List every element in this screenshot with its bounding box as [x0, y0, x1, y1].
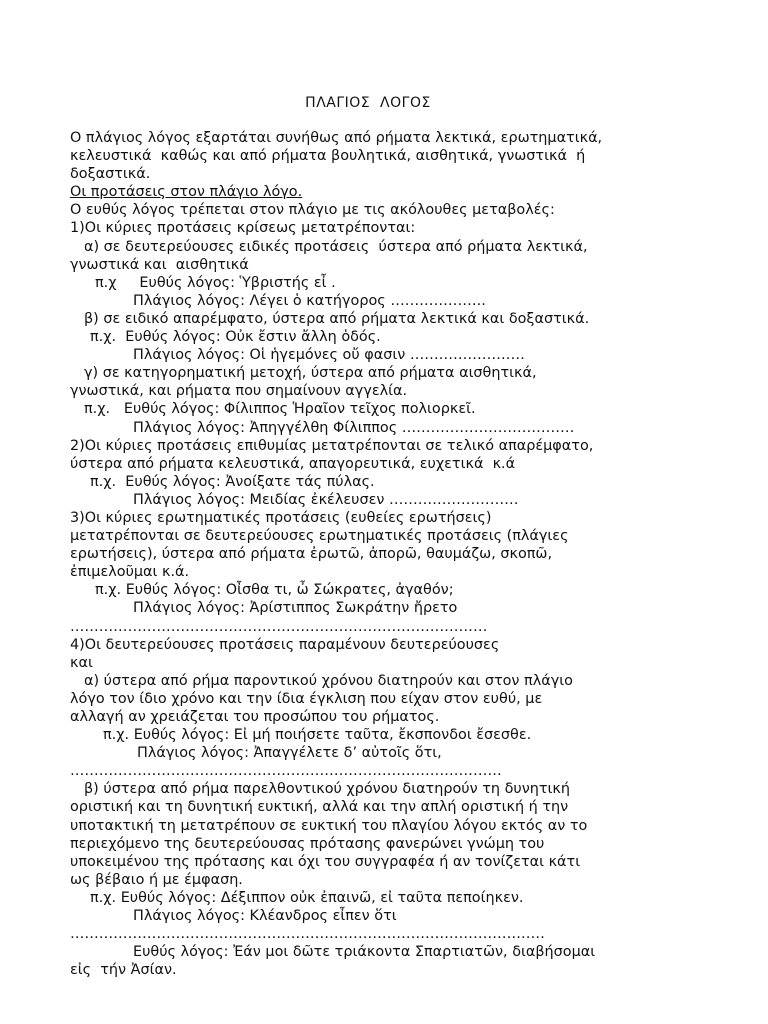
example-direct: Ευθύς λόγος: Ἐάν μοι δῶτε τριάκοντα Σπαρτιατῶν, διαβήσομαι — [133, 944, 596, 961]
text-line: κελευστικά καθώς και από ρήματα βουλητικά, αισθητικά, γνωστικά ή — [70, 148, 586, 165]
example-indirect: Πλάγιος λόγος: Μειδίας ἐκέλευσεν ……………………… — [133, 491, 519, 508]
text-line: υποκειμένου της πρότασης και όχι του συγγραφέα ή αν τονίζεται κάτι — [70, 853, 581, 870]
text-line: Ο πλάγιος λόγος εξαρτάται συνήθως από ρήματα λεκτικά, ερωτηματικά, — [70, 130, 603, 146]
text-line: ερωτήσεις), ύστερα από ρήματα ἐρωτῶ, ἀπορῶ, θαυμάζω, σκοπῶ, — [70, 546, 553, 563]
text-line: και — [70, 654, 93, 671]
text-line: α) σε δευτερεύουσες ειδικές προτάσεις ύστερα από ρήματα λεκτικά, — [84, 238, 588, 255]
text-line: περιεχόμενο της δευτερεύουσας πρότασης φανερώνει γνώμη του — [70, 835, 545, 852]
dotted-blank: ……………………………………………………………………………………… — [70, 926, 545, 943]
text-line: ύστερα από ρήματα κελευστικά, απαγορευτικά, ευχετικά κ.ά — [70, 455, 516, 472]
dotted-blank: …………………………………………………………………………… — [70, 618, 488, 635]
text-line: β) σε ειδικό απαρέμφατο, ύστερα από ρήματα λεκτικά και δοξαστικά. — [84, 310, 590, 327]
text-line: υποτακτική τη μετατρέπουν σε ευκτική του πλαγίου λόγου εκτός αν το — [70, 817, 588, 834]
example-indirect: Πλάγιος λόγος: Κλέανδρος εἶπεν ὅτι — [133, 908, 397, 925]
example-direct: π.χ. Ευθύς λόγος: Εἰ μή ποιήσετε ταῦτα, ἔκσπονδοι ἔσεσθε. — [103, 727, 532, 744]
text-line: γνωστικά, και ρήματα που σημαίνουν αγγελία. — [70, 383, 408, 400]
document-body — [70, 129, 760, 979]
example-indirect: Πλάγιος λόγος: Οἱ ἡγεμόνες οὔ φασιν …………………… — [133, 347, 525, 364]
example-indirect: Πλάγιος λόγος: Λέγει ὁ κατήγορος ……………….. — [133, 292, 486, 309]
text-line: β) ύστερα από ρήμα παρελθοντικού χρόνου διατηρούν τη δυνητική — [84, 781, 571, 798]
section-heading: Οι προτάσεις στον πλάγιο λόγο. — [70, 184, 303, 201]
example-direct: π.χ Ευθύς λόγος: Ὑβριστής εἶ . — [95, 274, 336, 291]
rule-heading: 4)Οι δευτερεύουσες προτάσεις παραμένουν δευτερεύουσες — [70, 636, 500, 653]
text-line: αλλαγή αν χρειάζεται του προσώπου του ρήματος. — [70, 709, 440, 725]
text-line: ως βέβαιο ή με έμφαση. — [70, 871, 243, 888]
dotted-blank: ……………………………………………………………………………… — [70, 763, 502, 780]
rule-heading: 2)Οι κύριες προτάσεις επιθυμίας μετατρέπονται σε τελικό απαρέμφατο, — [70, 437, 594, 454]
example-direct: π.χ. Ευθύς λόγος: Φίλιππος Ἡραῖον τεῖχος πολιορκεῖ. — [84, 401, 476, 418]
text-line: α) ύστερα από ρήμα παροντικού χρόνου διατηρούν και στον πλάγιο — [84, 672, 573, 689]
example-direct: π.χ. Ευθύς λόγος: Ἀνοίξατε τάς πύλας. — [90, 473, 375, 490]
text-line: εἰς τήν Ἀσίαν. — [70, 962, 177, 979]
example-indirect: Πλάγιος λόγος: Ἀπαγγέλετε δ’ αὐτοῖς ὅτι, — [137, 745, 442, 762]
text-line: δοξαστικά. — [70, 166, 151, 183]
text-line: οριστική και τη δυνητική ευκτική, αλλά και την απλή οριστική ή την — [70, 799, 569, 816]
example-direct: π.χ. Ευθύς λόγος: Οὐκ ἔστιν ἄλλη ὁδός. — [90, 329, 381, 346]
example-indirect: Πλάγιος λόγος: Ἀρίστιππος Σωκράτην ἤρετο — [133, 600, 458, 617]
example-direct: π.χ. Ευθύς λόγος: Οἶσθα τι, ὦ Σώκρατες, ἀγαθόν; — [95, 582, 454, 599]
text-line: γ) σε κατηγορηματική μετοχή, ύστερα από ρήματα αισθητικά, — [84, 365, 537, 382]
text-line: λόγο τον ίδιο χρόνο και την ίδια έγκλιση που είχαν στον ευθύ, με — [70, 690, 543, 707]
text-line: ἐπιμελοῦμαι κ.ά. — [70, 564, 190, 581]
rule-heading: 1)Οι κύριες προτάσεις κρίσεως μετατρέπονται: — [70, 220, 416, 237]
text-line: Ο ευθύς λόγος τρέπεται στον πλάγιο με τις ακόλουθες μεταβολές: — [70, 202, 555, 219]
document-title: ΠΛΑΓΙΟΣ ΛΟΓΟΣ — [305, 95, 431, 111]
example-direct: π.χ. Ευθύς λόγος: Δέξιππον οὐκ ἐπαινῶ, εἰ ταῦτα πεποίηκεν. — [90, 889, 524, 906]
text-line: μετατρέπονται σε δευτερεύουσες ερωτηματικές προτάσεις (πλάγιες — [70, 528, 569, 545]
text-line: γνωστικά και αισθητικά — [70, 256, 249, 273]
rule-heading: 3)Οι κύριες ερωτηματικές προτάσεις (ευθείες ερωτήσεις) — [70, 509, 492, 526]
example-indirect: Πλάγιος λόγος: Ἀπηγγέλθη Φίλιππος ……………………………… — [133, 419, 575, 436]
